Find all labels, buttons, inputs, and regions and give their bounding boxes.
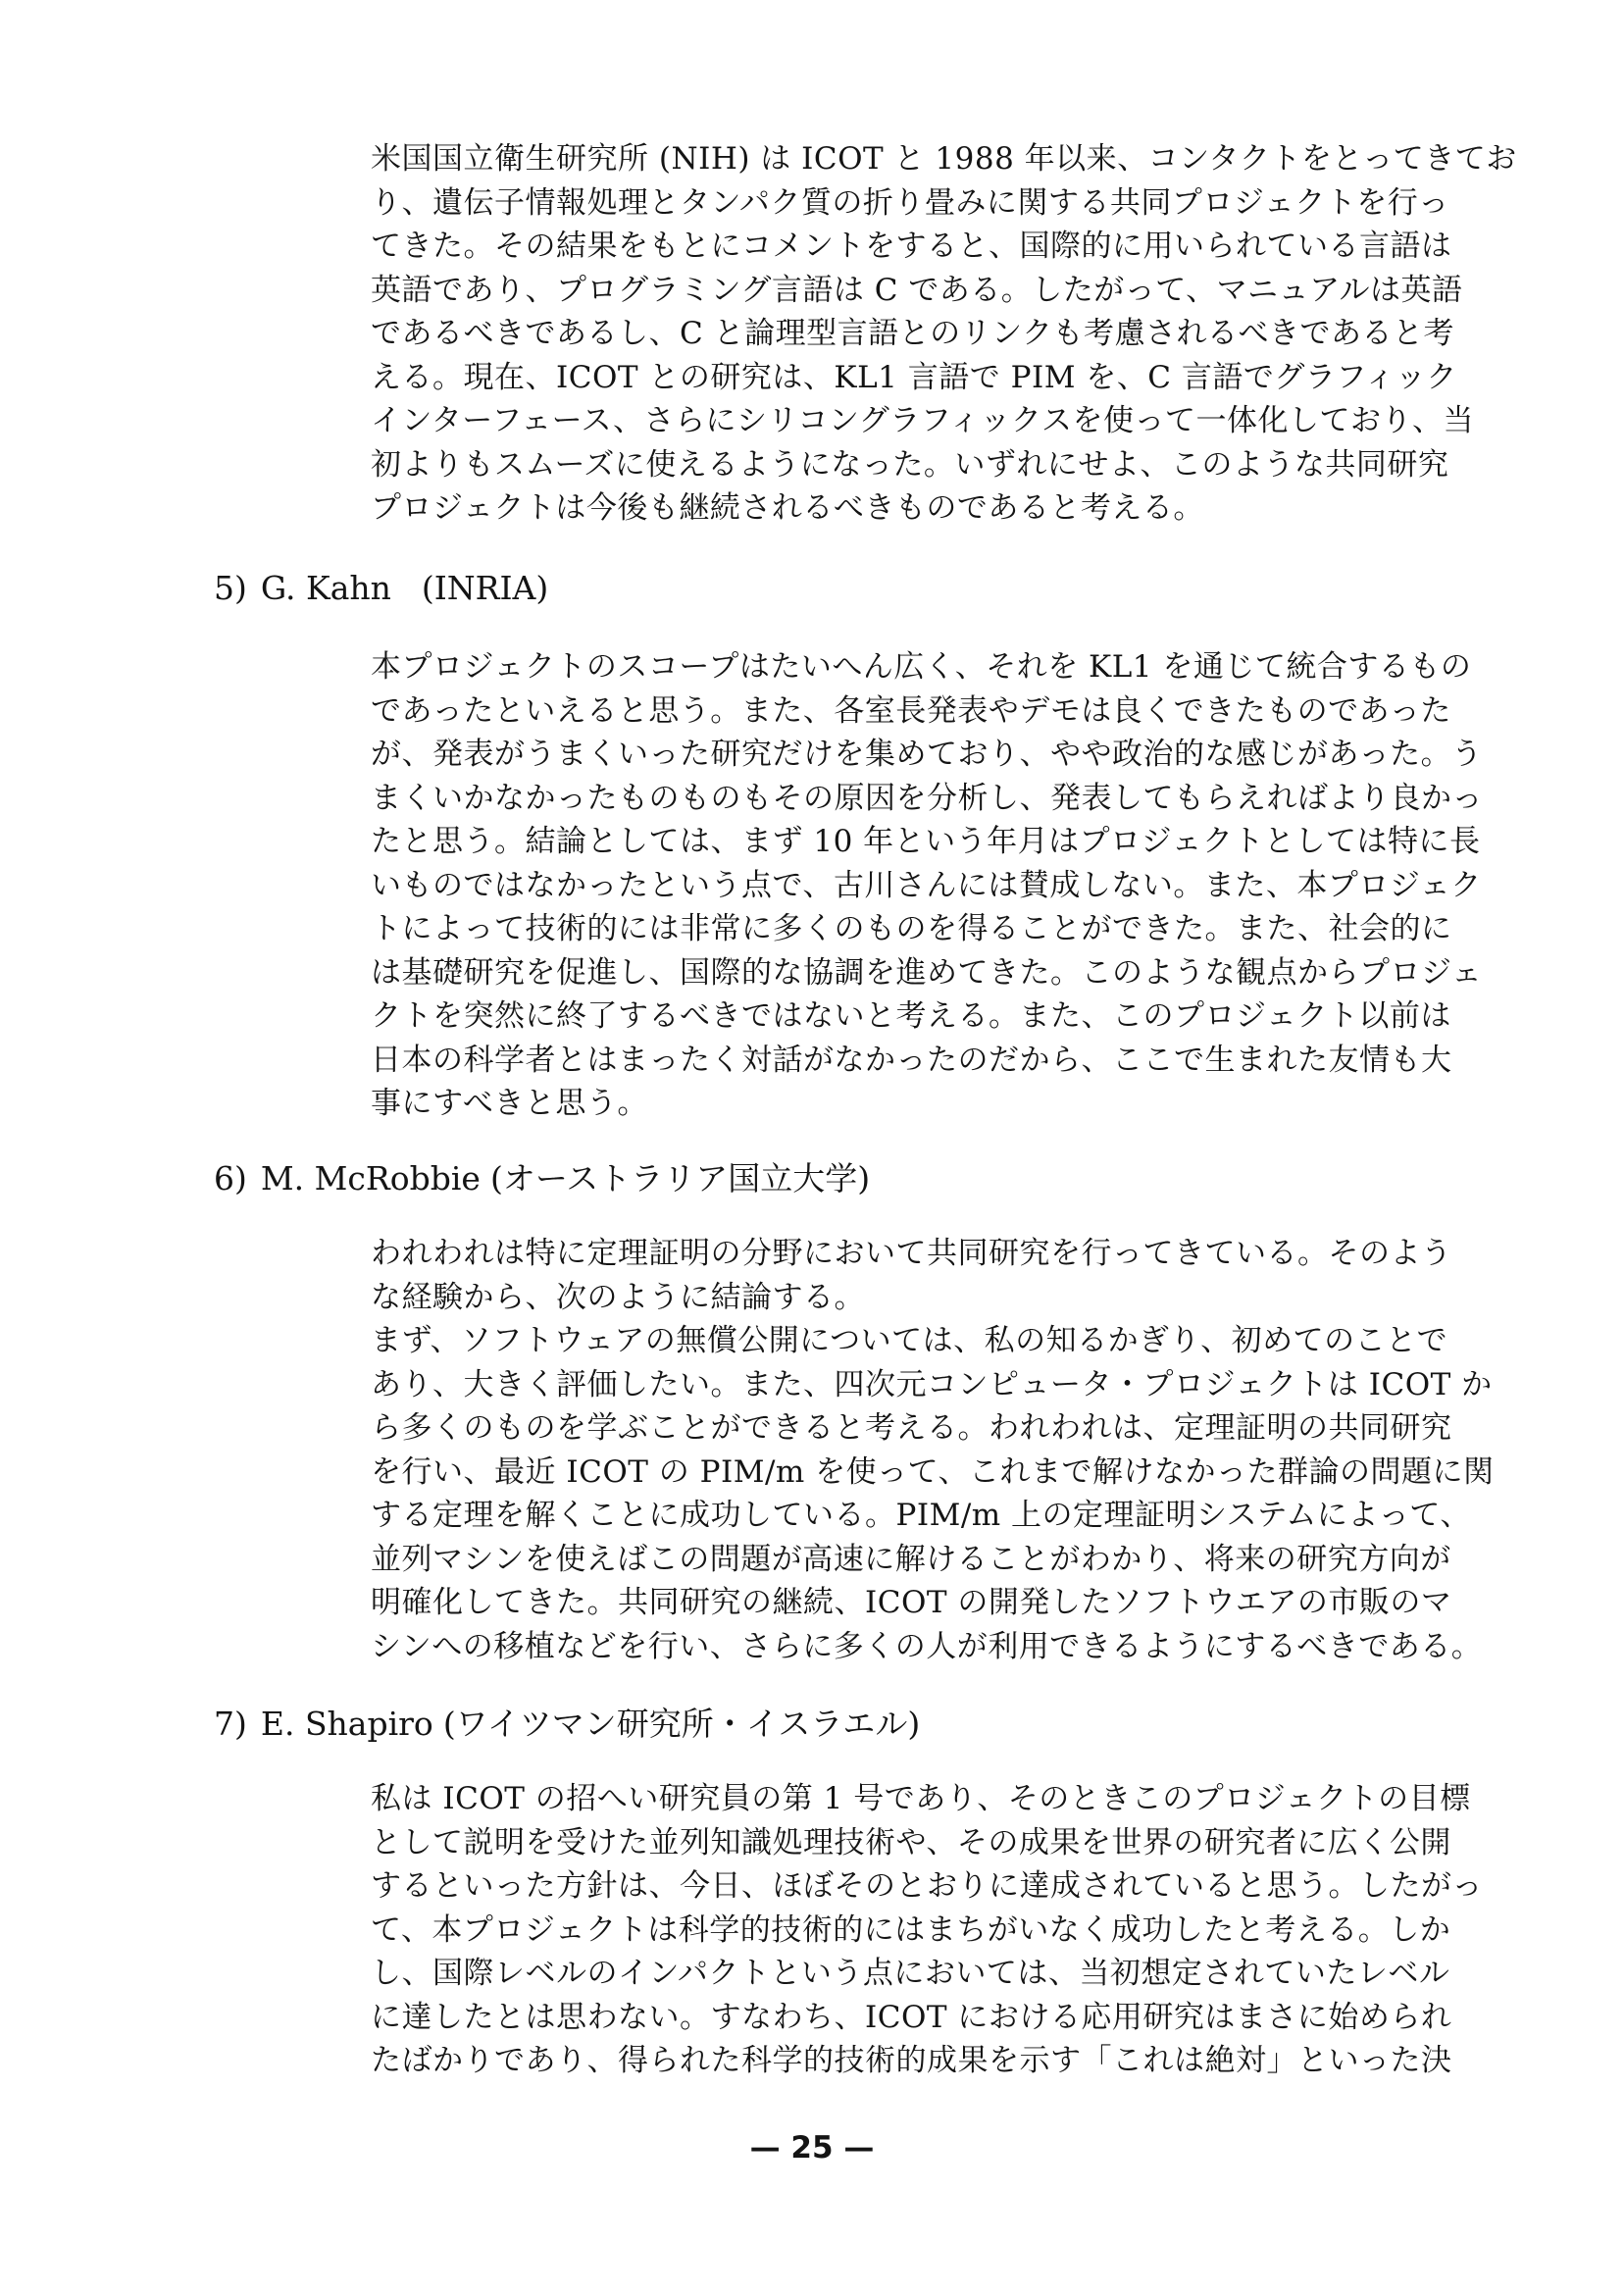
text-line: 明確化してきた。共同研究の継続、ICOT の開発したソフトウエアの市販のマ [371, 1585, 1452, 1620]
text-line: われわれは特に定理証明の分野において共同研究を行ってきている。そのよう [371, 1236, 1452, 1271]
speaker-name: M. McRobbie [260, 1159, 481, 1197]
text-line: として説明を受けた並列知識処理技術や、その成果を世界の研究者に広く公開 [371, 1824, 1451, 1860]
speaker-affiliation: (ワイツマン研究所・イスラエル) [442, 1705, 921, 1743]
text-line: 私は ICOT の招へい研究員の第 1 号であり、そのときこのプロジェクトの目標 [371, 1781, 1471, 1816]
text-line: てきた。その結果をもとにコメントをすると、国際的に用いられている言語は [371, 229, 1452, 264]
section-paragraph-mcrobbie [371, 1232, 1495, 1668]
text-line: を行い、最近 ICOT の PIM/m を使って、これまで解けなかった群論の問題に関 [371, 1453, 1495, 1490]
text-line: 本プロジェクトのスコープはたいへん広く、それを KL1 を通じて統合するもの [371, 649, 1472, 685]
text-line: するといった方針は、今日、ほぼそのとおりに達成されていると思う。したがっ [371, 1868, 1483, 1904]
text-line: 日本の科学者とはまったく対話がなかったのだから、ここで生まれた友情も大 [371, 1042, 1452, 1078]
text-line: であるべきであるし、C と論理型言語とのリンクも考慮されるべきであると考 [371, 316, 1454, 351]
section-number: 7) [214, 1705, 247, 1743]
text-line: 米国国立衛生研究所 (NIH) は ICOT と 1988 年以来、コンタクトをとってきてお [371, 141, 1517, 177]
text-line: たばかりであり、得られた科学的技術的成果を示す「これは絶対」といった決 [371, 2043, 1452, 2078]
text-line: 事にすべきと思う。 [371, 1086, 648, 1121]
section-number: 6) [214, 1159, 247, 1197]
text-line: 英語であり、プログラミング言語は C である。したがって、マニュアルは英語 [371, 272, 1463, 308]
section-paragraph-shapiro [371, 1777, 1483, 2083]
section-paragraph-kahn [371, 645, 1483, 1126]
section-heading-mcrobbie [214, 1157, 870, 1200]
text-line: り、遺伝子情報処理とタンパク質の折り畳みに関する共同プロジェクトを行っ [371, 184, 1449, 221]
text-line: いものではなかったという点で、古川さんには賛成しない。また、本プロジェク [371, 867, 1482, 903]
text-line: まず、ソフトウェアの無償公開については、私の知るかぎり、初めてのことで [371, 1323, 1448, 1358]
speaker-affiliation: (オーストラリア国立大学) [489, 1159, 871, 1197]
text-line: ら多くのものを学ぶことができると考える。われわれは、定理証明の共同研究 [371, 1410, 1452, 1446]
text-line: な経験から、次のように結論する。 [371, 1279, 865, 1315]
intro-paragraph [371, 137, 1517, 531]
text-line: が、発表がうまくいった研究だけを集めており、やや政治的な感じがあった。う [371, 737, 1483, 772]
text-line: する定理を解くことに成功している。PIM/m 上の定理証明システムによって、 [371, 1498, 1471, 1533]
section-heading-kahn [214, 567, 548, 610]
page-number: — 25 — [749, 2130, 875, 2166]
text-line: える。現在、ICOT との研究は、KL1 言語で PIM を、C 言語でグラフィック [371, 359, 1457, 395]
text-line: シンへの移植などを行い、さらに多くの人が利用できるようにするべきである。 [371, 1628, 1483, 1664]
text-line: トによって技術的には非常に多くのものを得ることができた。また、社会的に [371, 911, 1452, 946]
text-line: あり、大きく評価したい。また、四次元コンピュータ・プロジェクトは ICOT か [371, 1366, 1493, 1402]
text-line: 初よりもスムーズに使えるようになった。いずれにせよ、このような共同研究 [371, 446, 1449, 483]
text-line: プロジェクトは今後も継続されるべきものであると考える。 [371, 490, 1204, 526]
text-line: クトを突然に終了するべきではないと考える。また、このプロジェクト以前は [371, 998, 1451, 1034]
speaker-name: E. Shapiro [260, 1705, 433, 1743]
text-line: であったといえると思う。また、各室長発表やデモは良くできたものであった [371, 692, 1451, 729]
text-line: 並列マシンを使えばこの問題が高速に解けることがわかり、将来の研究方向が [371, 1541, 1451, 1577]
speaker-name: G. Kahn [260, 569, 391, 607]
text-line: は基礎研究を促進し、国際的な協調を進めてきた。このような観点からプロジェ [371, 954, 1483, 991]
text-line: し、国際レベルのインパクトという点においては、当初想定されていたレベル [371, 1956, 1450, 1991]
text-line: て、本プロジェクトは科学的技術的にはまちがいなく成功したと考える。しか [371, 1911, 1451, 1948]
section-number: 5) [214, 569, 247, 607]
text-line: まくいかなかったものものもその原因を分析し、発表してもらえればより良かっ [371, 780, 1483, 816]
text-line: に達したとは思わない。すなわち、ICOT における応用研究はまさに始められ [371, 1999, 1452, 2035]
speaker-affiliation: (INRIA) [421, 569, 549, 607]
text-line: たと思う。結論としては、まず 10 年という年月はプロジェクトとしては特に長 [371, 824, 1481, 859]
section-heading-shapiro [214, 1703, 920, 1746]
text-line: インターフェース、さらにシリコングラフィックスを使って一体化しており、当 [371, 403, 1475, 438]
